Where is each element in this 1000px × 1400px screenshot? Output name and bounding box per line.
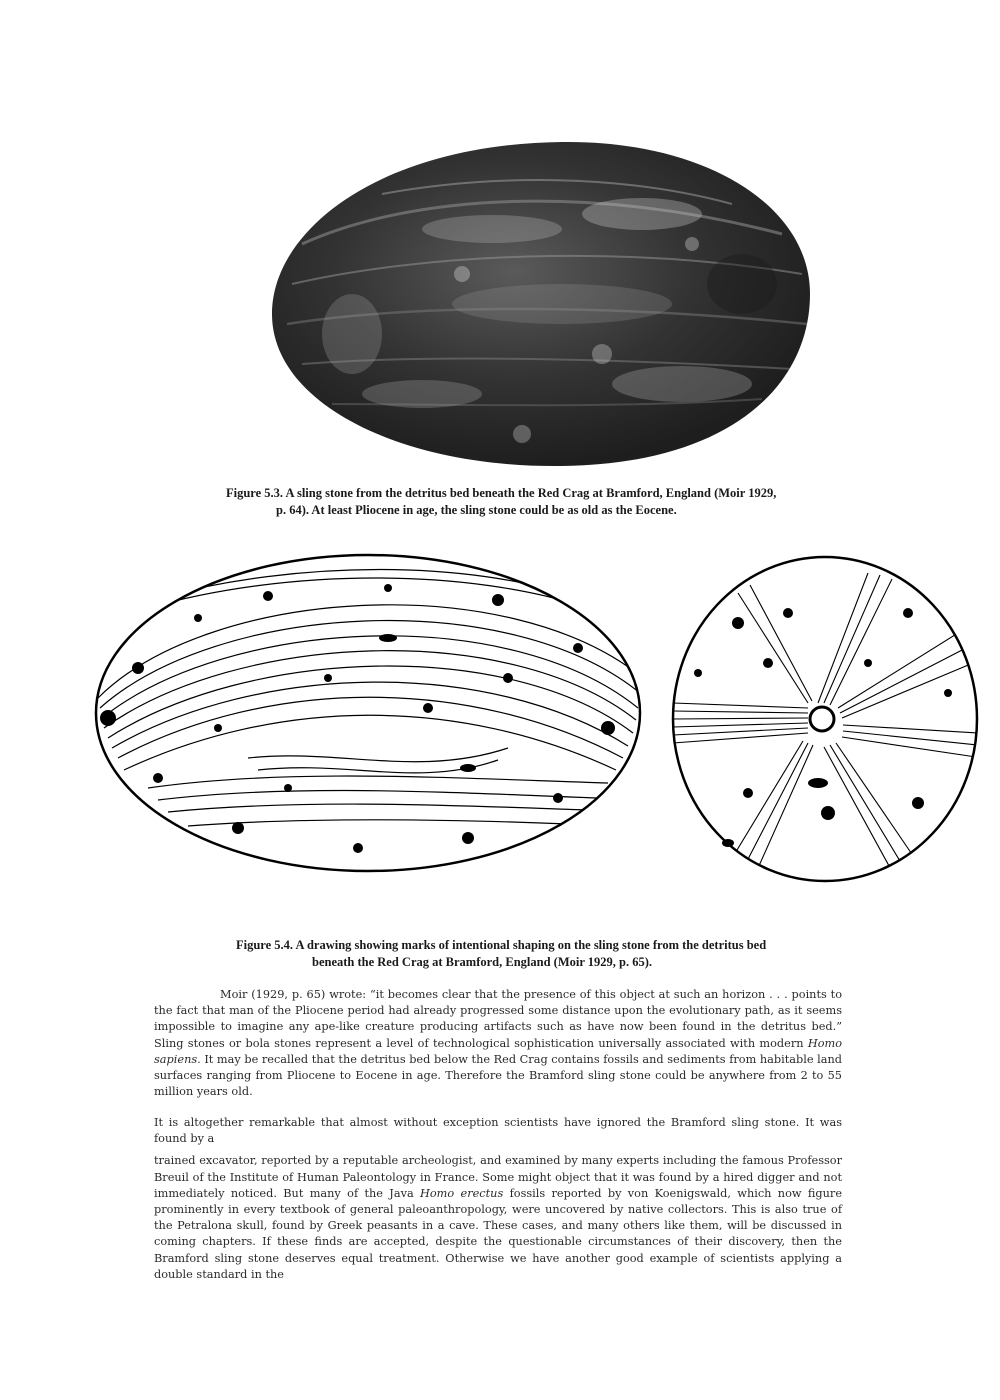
paragraph-1-text-a: Moir (1929, p. 65) wrote: “it becomes clear that the presence of this object at such an horizon . . . points to the fact that man of the Pliocene period had already progressed some distance upon the evolutionary path, as it seems impossible to imagine any ape-like creature producing artifacts such as have now been found in the detritus bed.” Sling stones or bola stones represent a level of technological sophistication universally associated with modern [154, 988, 842, 1050]
paragraph-2-text-b: fossils reported by von Koenigswald, which now figure prominently in every textbook of general paleoanthropology, were uncovered by native collectors. This is also true of the Petralona skull, found by Greek peasants in a cave. These cases, and many others like them, will be discussed in coming chapters. If these finds are accepted, despite the questionable circumstances of their discovery, then the Bramford sling stone deserves equal treatment. Otherwise we have another good example of scientists applying a double standard in the [154, 1186, 843, 1281]
paragraph-1-text-b: . It may be recalled that the detritus bed below the Red Crag contains fossils and sediments from habitable land surfaces ranging from Pliocene to Eocene in age. Therefore the Bramford sling stone could be anywhere from 2 to 55 million years old. [154, 1052, 842, 1099]
figure-5-4-caption-line1: Figure 5.4. A drawing showing marks of intentional shaping on the sling stone from the detritus bed [236, 938, 767, 952]
body-paragraph-2 [154, 1115, 842, 1283]
figure-5-4-caption [236, 937, 856, 971]
body-paragraph-1 [154, 987, 842, 1100]
figure-5-3-caption-line2: p. 64). At least Pliocene in age, the sling stone could be as old as the Eocene. [276, 503, 677, 517]
paragraph-1-species: Homo sapiens [154, 1036, 843, 1066]
sling-stone-side-drawing [88, 548, 648, 878]
sling-stone-photo [262, 134, 812, 470]
figure-5-4-caption-line2: beneath the Red Crag at Bramford, England (Moir 1929, p. 65). [312, 955, 653, 969]
figure-5-3-caption-line1: Figure 5.3. A sling stone from the detritus bed beneath the Red Crag at Bramford, England (Moir 1929, [226, 486, 777, 500]
paragraph-2-text-a: trained excavator, reported by a reputable archeologist, and examined by many experts including the famous Professor Breuil of the Institute of Human Paleontology in France. Some might object that it was found by a hired digger and not immediately noticed. But many of the Java [154, 1154, 842, 1200]
paragraph-2-first-line: It is altogether remarkable that almost without exception scientists have ignored the Bramford sling stone. It was found by a [154, 1116, 842, 1146]
paragraph-2-species: Homo erectus [420, 1186, 504, 1200]
figure-5-3-caption [226, 485, 866, 519]
sling-stone-end-drawing [668, 553, 982, 885]
